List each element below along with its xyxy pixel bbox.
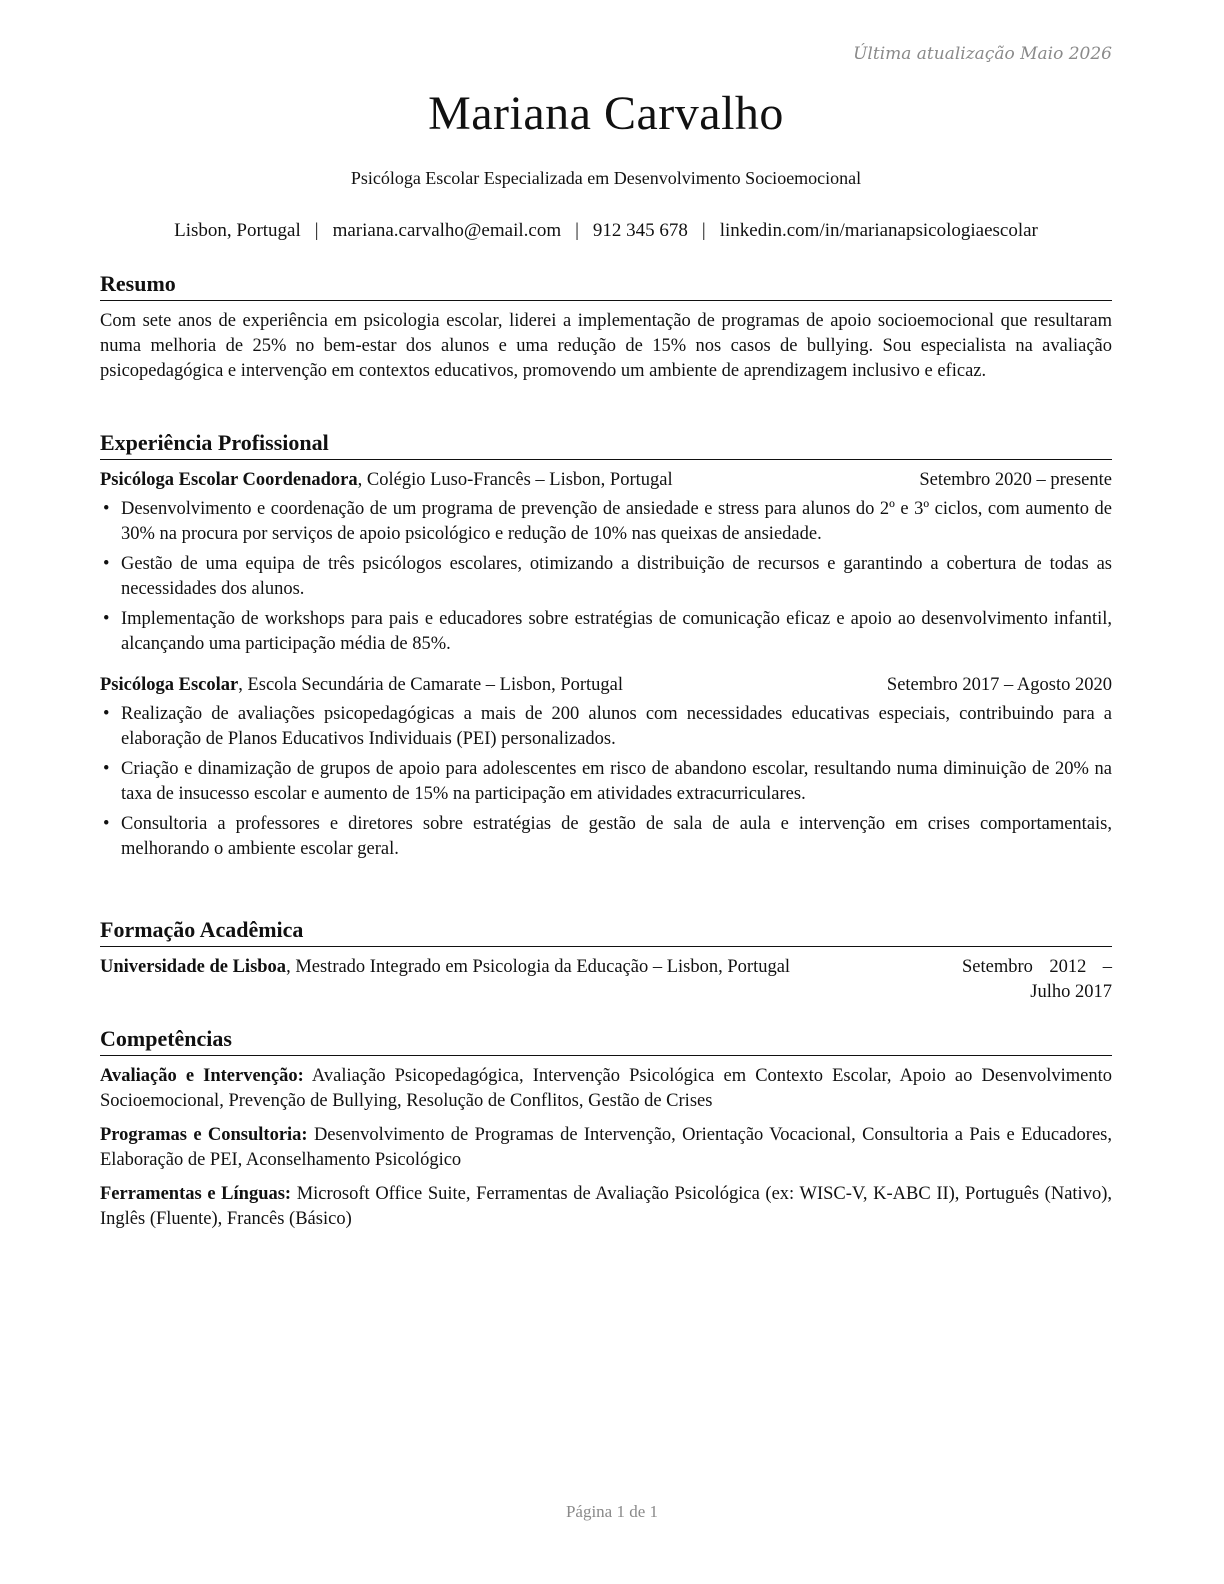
contact-location: Lisbon, Portugal xyxy=(174,220,301,241)
job-role: Psicóloga Escolar xyxy=(100,675,239,695)
page-number: Página 1 de 1 xyxy=(565,1502,659,1521)
job-organization: , Escola Secundária de Camarate – Lisbon, Portugal xyxy=(238,675,624,695)
contact-separator: | xyxy=(575,220,579,241)
candidate-headline: Psicóloga Escolar Especializada em Desenvolvimento Socioemocional xyxy=(350,168,862,188)
bullet-icon: • xyxy=(103,554,110,574)
summary-section xyxy=(100,270,1112,384)
job-bullet: • Gestão de uma equipa de três psicólogos escolares, otimizando a distribuição de recursos e garantindo a cobertura de todas as necessidades dos alunos. xyxy=(103,554,1112,599)
job-bullet: • Implementação de workshops para pais e educadores sobre estratégias de comunicação eficaz e apoio ao desenvolvimento infantil, alcançando uma participação média de 85%. xyxy=(103,609,1112,654)
bullet-icon: • xyxy=(103,814,110,834)
skill-group xyxy=(100,1182,1112,1232)
job-header xyxy=(100,673,1112,698)
contact-separator: | xyxy=(701,220,706,241)
candidate-name: Mariana Carvalho xyxy=(428,87,784,140)
job-dates: Setembro 2020 – presente xyxy=(919,470,1112,490)
contact-email[interactable]: mariana.carvalho@email.com xyxy=(332,220,562,241)
job-bullets xyxy=(100,702,1112,862)
bullet-icon: • xyxy=(103,609,110,629)
job-bullets xyxy=(100,497,1112,657)
summary-title: Resumo xyxy=(100,270,1112,301)
skill-group-label: Avaliação e Intervenção: xyxy=(100,1066,304,1086)
education-title: Formação Acadêmica xyxy=(100,916,1112,947)
skill-group xyxy=(100,1064,1112,1114)
skill-group-text: Desenvolvimento de Programas de Intervenção, Orientação Vocacional, Consultoria a Pais e Educadores, Elaboração de PEI, Aconselhamento Psicológico xyxy=(100,1125,1112,1170)
skill-group-text: Avaliação Psicopedagógica, Intervenção Psicológica em Contexto Escolar, Apoio ao Desenvolvimento Socioemocional, Prevenção de Bullying, Resolução de Conflitos, Gestão de Crises xyxy=(100,1066,1112,1111)
skills-section xyxy=(100,1025,1112,1241)
skill-group-label: Programas e Consultoria: xyxy=(100,1125,308,1145)
skill-group-label: Ferramentas e Línguas: xyxy=(100,1184,292,1204)
bullet-icon: • xyxy=(103,499,110,519)
job-role: Psicóloga Escolar Coordenadora xyxy=(100,470,358,490)
education-dates: Setembro 2012 – Julho 2017 xyxy=(962,957,1112,1002)
education-section xyxy=(100,916,1112,1005)
experience-section xyxy=(100,429,1112,867)
education-school: Universidade de Lisboa xyxy=(100,957,287,977)
bullet-icon: • xyxy=(103,759,110,779)
education-degree: , Mestrado Integrado em Psicologia da Educação – Lisbon, Portugal xyxy=(286,957,791,977)
skills-title: Competências xyxy=(100,1025,1112,1056)
job-header xyxy=(100,468,1112,493)
contact-line xyxy=(100,220,1112,242)
job-bullet: • Realização de avaliações psicopedagógicas a mais de 200 alunos com necessidades educativas especiais, contribuindo para a elaboração de Planos Educativos Individuais (PEI) personalizados. xyxy=(103,704,1112,749)
experience-title: Experiência Profissional xyxy=(100,429,1112,460)
bullet-icon: • xyxy=(103,704,110,724)
last-updated: Última atualização Maio 2026 xyxy=(853,44,1112,64)
job-bullet: • Consultoria a professores e diretores sobre estratégias de gestão de sala de aula e intervenção em crises comportamentais, melhorando o ambiente escolar geral. xyxy=(103,814,1112,859)
job-entry xyxy=(100,673,1112,862)
job-entry xyxy=(100,468,1112,657)
education-entry xyxy=(100,955,1112,1005)
skill-group xyxy=(100,1123,1112,1173)
job-bullet: • Criação e dinamização de grupos de apoio para adolescentes em risco de abandono escolar, resultando numa diminuição de 20% na taxa de insucesso escolar e aumento de 15% na participação em atividades extracurriculares. xyxy=(103,759,1112,804)
job-bullet: • Desenvolvimento e coordenação de um programa de prevenção de ansiedade e stress para alunos do 2º e 3º ciclos, com aumento de 30% na procura por serviços de apoio psicológico e redução de 10% nas queixas de ansiedade. xyxy=(103,499,1112,544)
job-dates: Setembro 2017 – Agosto 2020 xyxy=(886,675,1112,695)
contact-linkedin[interactable]: linkedin.com/in/marianapsicologiaescolar xyxy=(719,220,1038,241)
skill-group-text: Microsoft Office Suite, Ferramentas de Avaliação Psicológica (ex: WISC-V, K-ABC II), Português (Nativo), Inglês (Fluente), Francês (Básico) xyxy=(100,1184,1112,1229)
job-organization: , Colégio Luso-Francês – Lisbon, Portugal xyxy=(357,470,673,490)
contact-phone: 912 345 678 xyxy=(592,220,688,241)
resume-page xyxy=(100,0,1112,1584)
contact-separator: | xyxy=(314,220,319,241)
summary-text: Com sete anos de experiência em psicologia escolar, liderei a implementação de programas de apoio socioemocional que resultaram numa melhoria de 25% no bem-estar dos alunos e uma redução de 15% nos casos de bullying. Sou especialista na avaliação psicopedagógica e intervenção em contextos educativos, promovendo um ambiente de aprendizagem inclusivo e eficaz. xyxy=(100,311,1112,381)
